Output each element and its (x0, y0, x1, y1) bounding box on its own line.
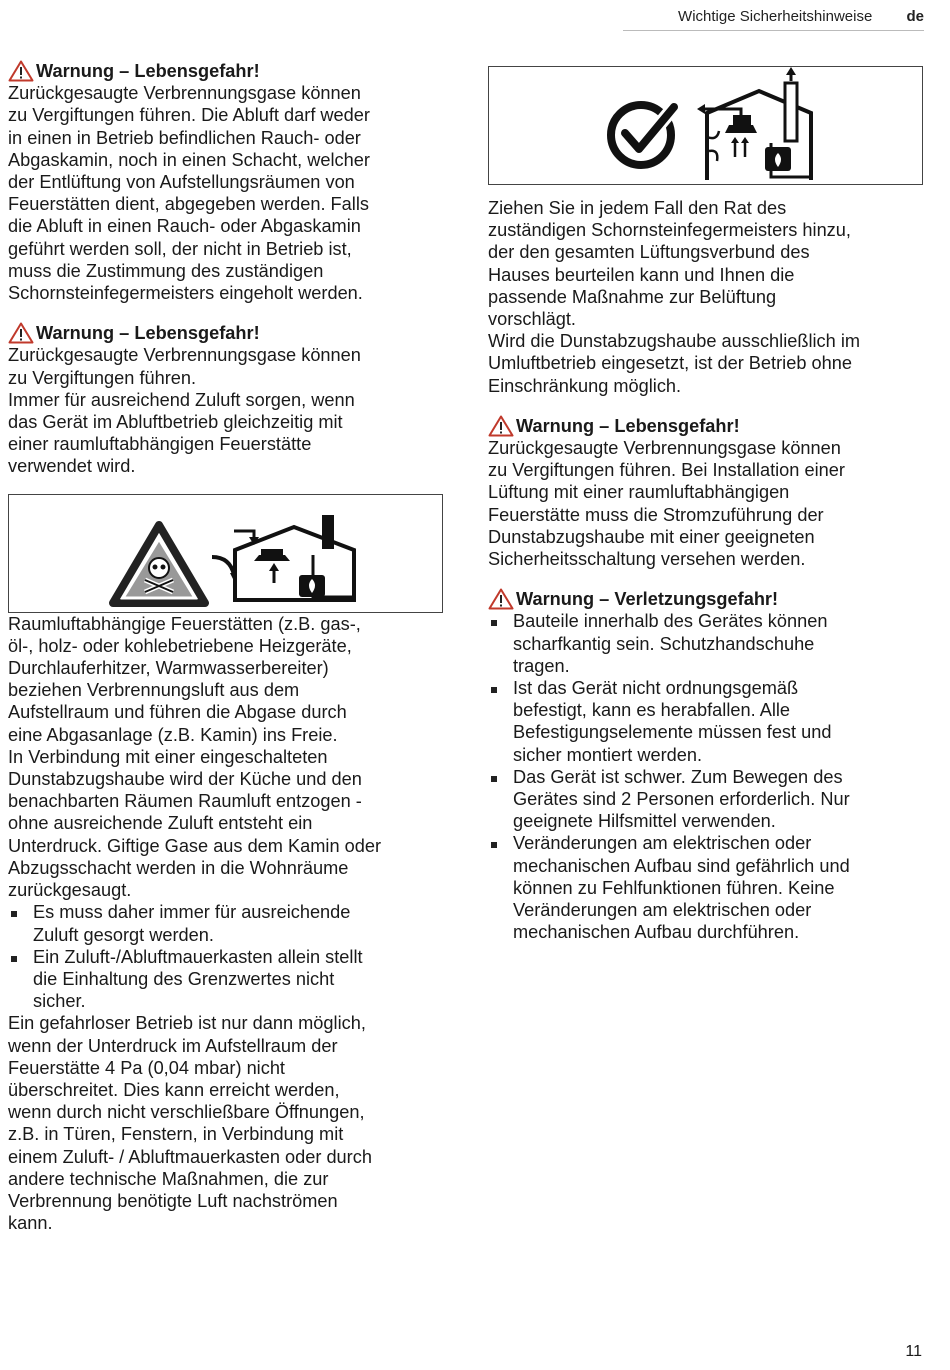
paragraph: Raumluftabhängige Feuerstätten (z.B. gas-, öl-, holz- oder kohlebetriebene Heizgeräte, Durchlauferhitzer, Warmwasserbereiter) beziehen Verbrennungsluft aus dem Aufstellraum und führen die Abgase durch eine Abgasanlage (z.B. Kamin) ins Freie. In Verbindung mit einer eingeschalteten Dunstabzugshaube wird der Küche und den benachbarten Räumen Raumluft entzogen - ohne ausreichende Zuluft entsteht ein Unterdruck. Giftige Gase aus dem Kamin oder Abzugsschacht werden in die Wohnräume zurückgesaugt. (8, 613, 382, 901)
warning-triangle-icon (488, 415, 514, 437)
danger-illustration (8, 494, 443, 613)
bullet-list (8, 901, 443, 1012)
list-item: Veränderungen am elektrischen oder mechanischen Aufbau sind gefährlich und können zu Fehlfunktionen führen. Keine Veränderungen am elektrischen oder mechanischen Aufbau durchführen. (488, 832, 923, 943)
ok-illustration (488, 66, 923, 185)
language-code: de (906, 8, 924, 25)
warning-heading (488, 415, 923, 437)
warning-heading (8, 60, 443, 82)
list-item: Bauteile innerhalb des Gerätes können scharfkantig sein. Schutzhandschuhe tragen. (488, 610, 923, 677)
warning-title: Warnung – Lebensgefahr! (36, 61, 260, 81)
warning-triangle-icon (8, 322, 34, 344)
warning-block-3 (488, 415, 923, 570)
section-title: Wichtige Sicherheitshinweise (678, 8, 873, 25)
header-rule (623, 30, 924, 31)
warning-triangle-icon (488, 588, 514, 610)
advice-block (488, 197, 923, 397)
warning-title: Warnung – Verletzungsgefahr! (516, 589, 779, 610)
left-column (8, 60, 443, 1234)
paragraph: Zurückgesaugte Verbrennungsgase können zu Vergiftungen führen. Bei Installation einer Lüftung mit einer raumluftabhängigen Feuerstätte muss die Stromzuführung der Dunstabzugshaube mit einer geeigneten Sicherheitsschaltung versehen werden. (488, 438, 845, 570)
right-column (488, 66, 923, 962)
paragraph: Zurückgesaugte Verbrennungsgase können zu Vergiftungen führen. Immer für ausreichend Zuluft sorgen, wenn das Gerät im Abluftbetrieb gleichzeitig mit einer raumluftabhängigen Feuerstätte verwendet wird. (8, 345, 361, 477)
list-item: Ein Zuluft-/Abluftmauerkasten allein stellt die Einhaltung des Grenzwertes nicht sicher. (8, 946, 443, 1013)
list-item: Das Gerät ist schwer. Zum Bewegen des Gerätes sind 2 Personen erforderlich. Nur geeignete Hilfsmittel verwenden. (488, 766, 923, 833)
warning-title: Warnung – Lebensgefahr! (516, 415, 740, 436)
warning-triangle-icon (8, 60, 34, 82)
checkmark-icon (489, 67, 921, 182)
warning-title: Warnung – Lebensgefahr! (36, 323, 260, 344)
paragraph: Zurückgesaugte Verbrennungsgase können zu Vergiftungen führen. Die Abluft darf weder in einen in Betrieb befindlichen Rauch- oder Abgaskamin, noch in einen Schacht, welcher der Entlüftung von Aufstellungsräumen von Feuerstätten dient, abgegeben werden. Falls die Abluft in einen Rauch- oder Abgaskamin geführt werden soll, der nicht in Betrieb ist, muss die Zustimmung des zuständigen Schornsteinfegermeisters eingeholt werden. (8, 83, 370, 304)
warning-heading (8, 322, 443, 344)
paragraph: Ziehen Sie in jedem Fall den Rat des zuständigen Schornsteinfegermeisters hinzu, der den gesamten Lüftungsverbund des Hauses beurteilen kann und Ihnen die passende Maßnahme zur Belüftung vorschlägt. Wird die Dunstabzugshaube ausschließlich im Umluftbetrieb eingesetzt, ist der Betrieb ohne Einschränkung möglich. (488, 198, 861, 396)
list-item: Es muss daher immer für ausreichende Zuluft gesorgt werden. (8, 901, 443, 945)
page-number: 11 (905, 1343, 922, 1360)
bullet-list (488, 610, 923, 943)
warning-block-4 (488, 588, 923, 943)
warning-block-2 (8, 322, 443, 477)
skull-hazard-icon (9, 495, 441, 610)
warning-block-1 (8, 60, 443, 304)
paragraph: Ein gefahrloser Betrieb ist nur dann möglich, wenn der Unterdruck im Aufstellraum der Feuerstätte 4 Pa (0,04 mbar) nicht überschreitet. Dies kann erreicht werden, wenn durch nicht verschließbare Öffnungen, z.B. in Türen, Fenstern, in Verbindung mit einem Zuluft- / Abluftmauerkasten oder durch andere technische Maßnahmen, die zur Verbrennung benötigte Luft nachströmen kann. (8, 1013, 372, 1234)
warning-heading (488, 588, 923, 610)
page-header (678, 8, 924, 25)
list-item: Ist das Gerät nicht ordnungsgemäß befestigt, kann es herabfallen. Alle Befestigungselemente müssen fest und sicher montiert werden. (488, 677, 923, 766)
